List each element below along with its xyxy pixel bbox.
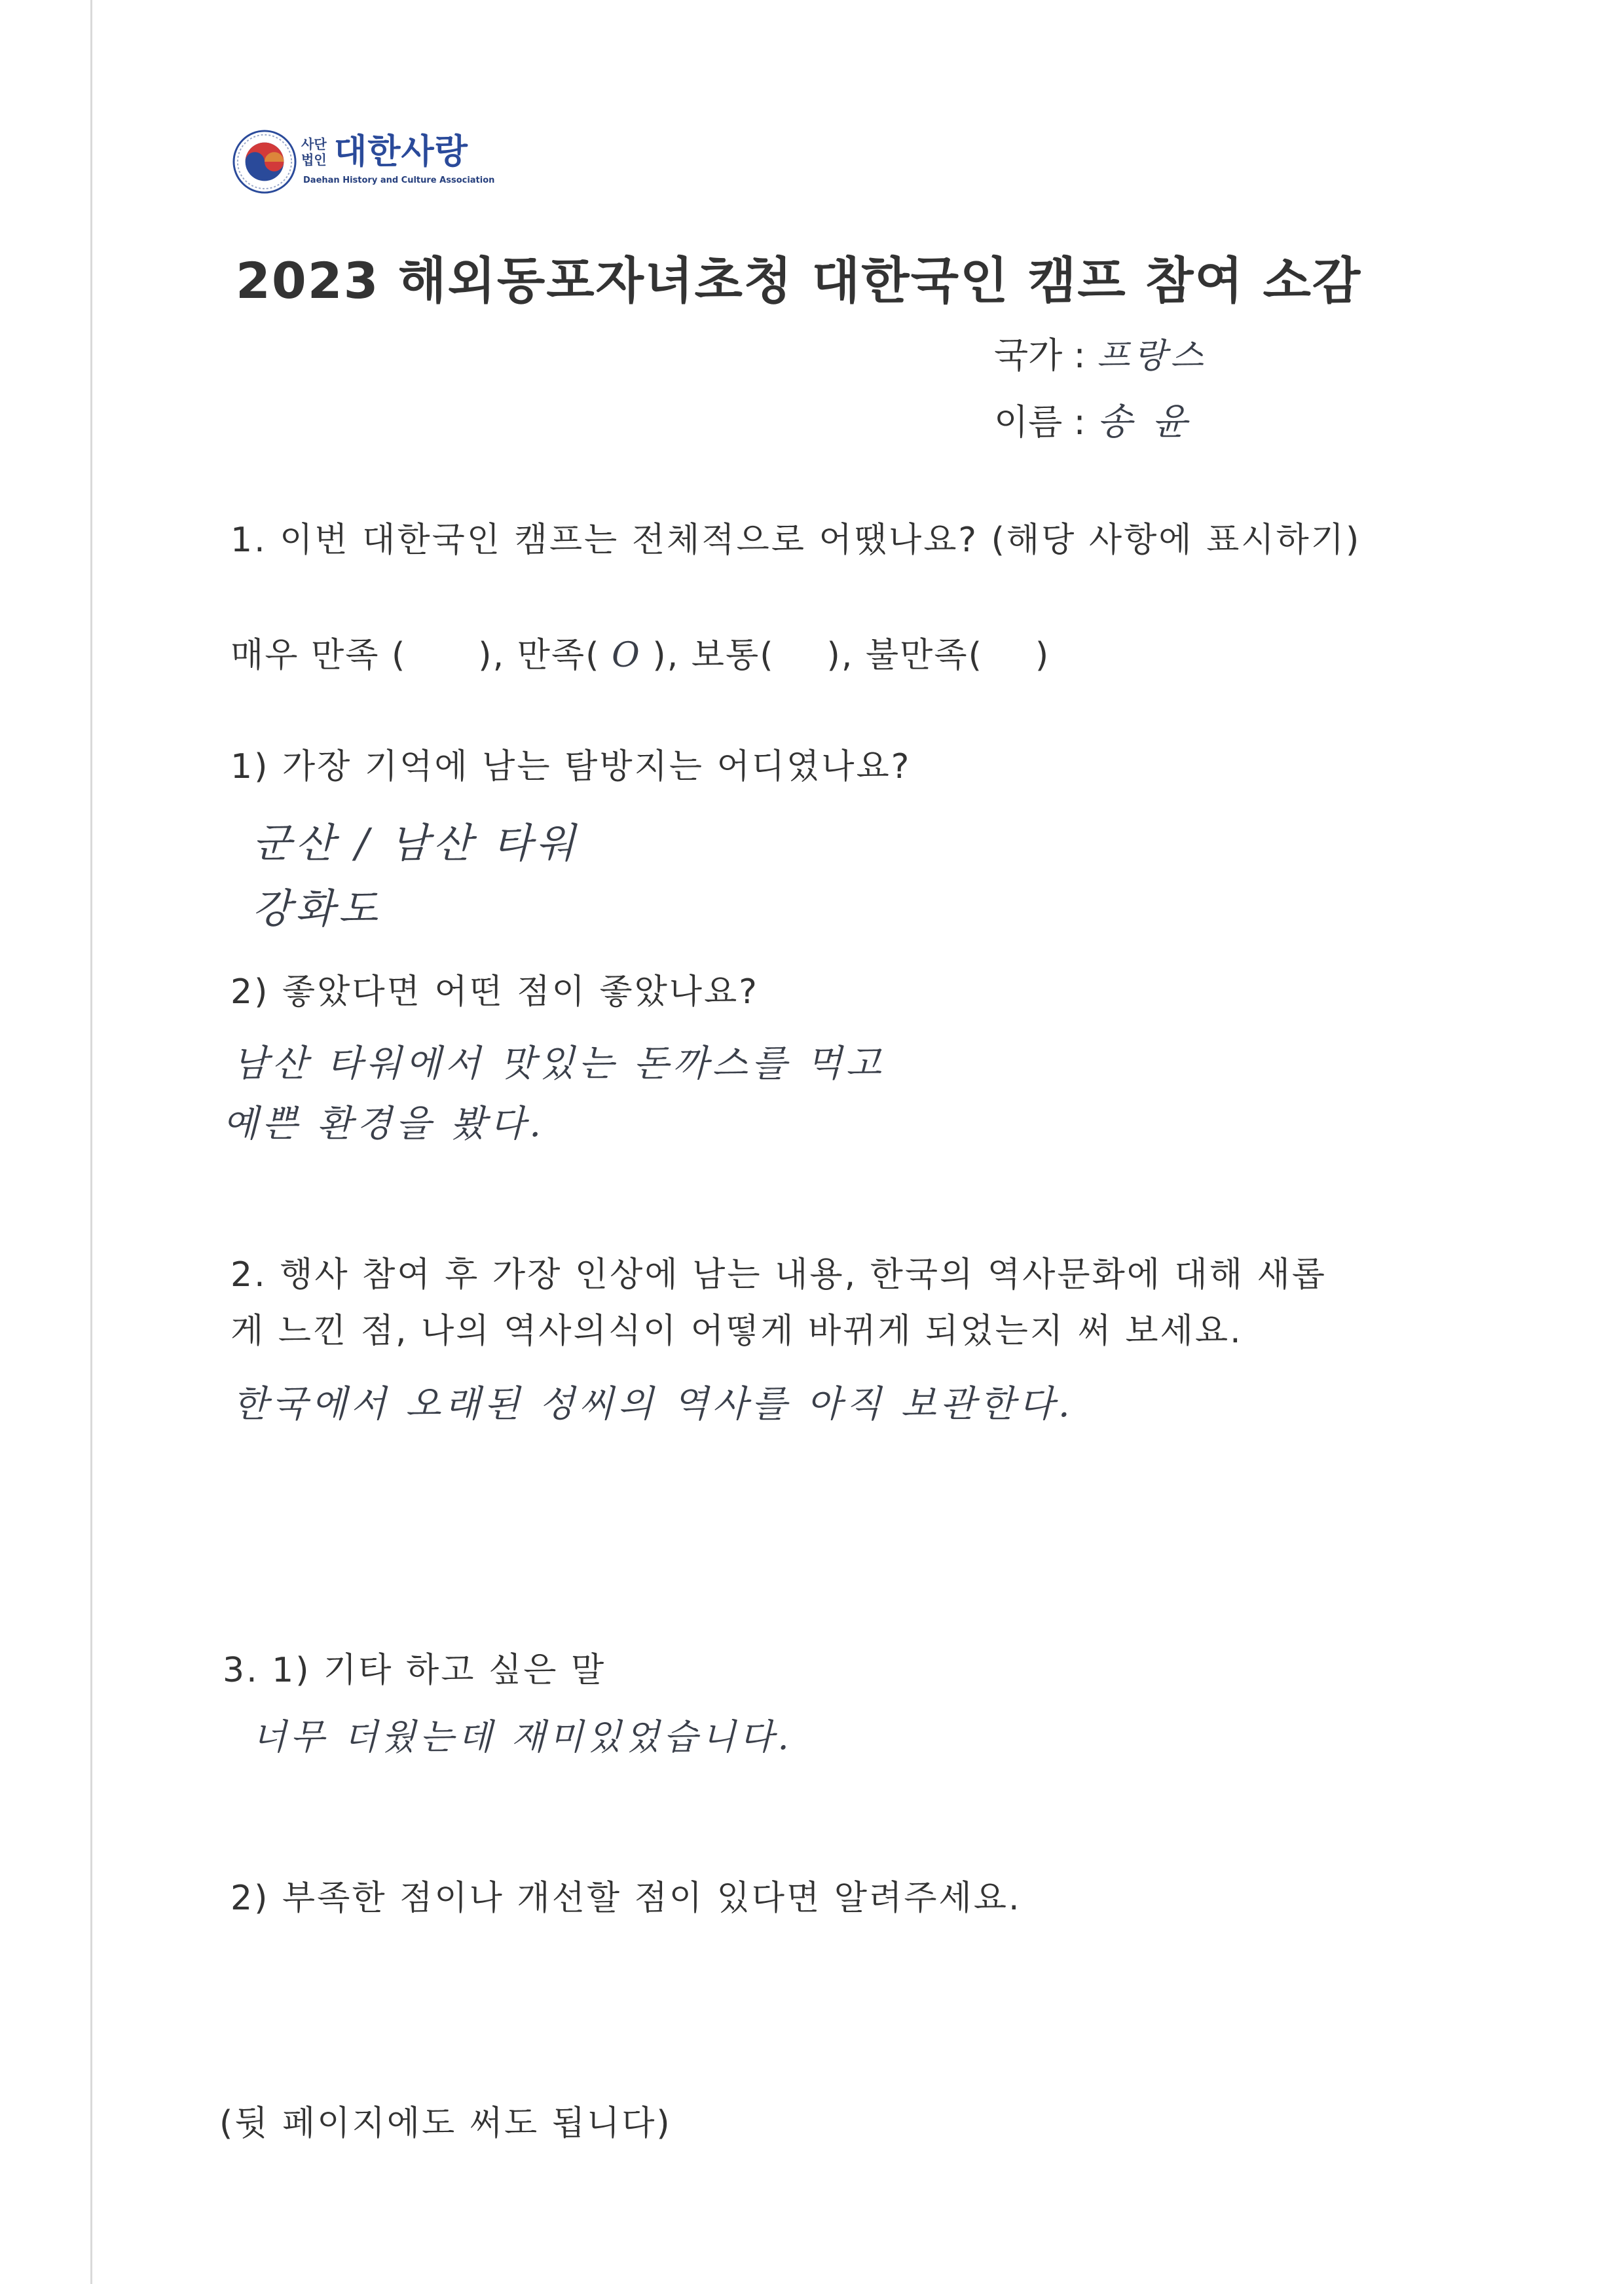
country-label: 국가 : <box>994 335 1086 376</box>
q3-sub2-question: 2) 부족한 점이나 개선할 점이 있다면 알려주세요. <box>231 1879 1022 1918</box>
q2-question-line2: 게 느낀 점, 나의 역사의식이 어떻게 바뀌게 되었는지 써 보세요. <box>231 1312 1243 1351</box>
q3-sub1-question: 3. 1) 기타 하고 싶은 말 <box>223 1651 606 1690</box>
q1-sub2-answer-line2: 예쁜 환경을 봤다. <box>223 1103 545 1145</box>
q1-sub1-answer-line2: 강화도 <box>252 885 382 932</box>
q1-sub2-question: 2) 좋았다면 어떤 점이 좋았나요? <box>231 972 759 1012</box>
option-very-satisfied: 매우 만족 ( ), <box>231 636 506 675</box>
logo-small-text: 사단법인 <box>301 136 327 168</box>
satisfied-mark: O <box>612 636 641 675</box>
q1-question: 1. 이번 대한국인 캠프는 전체적으로 어땠나요? (해당 사항에 표시하기) <box>231 521 1361 560</box>
organization-logo <box>232 130 495 195</box>
q1-options <box>231 627 1050 676</box>
country-value: 프랑스 <box>1096 337 1208 376</box>
option-dissatisfied: 불만족( ) <box>865 636 1050 675</box>
q3-sub1-answer: 너무 더웠는데 재미있었습니다. <box>252 1716 793 1758</box>
logo-english-text: Daehan History and Culture Association <box>303 175 495 185</box>
q2-question-line1: 2. 행사 참여 후 가장 인상에 남는 내용, 한국의 역사문화에 대해 새롭 <box>231 1255 1327 1295</box>
page-title: 2023 해외동포자녀초청 대한국인 캠프 참여 소감 <box>236 251 1362 310</box>
country-field <box>994 327 1208 378</box>
q1-sub2-answer-line1: 남산 타워에서 맛있는 돈까스를 먹고 <box>232 1042 885 1085</box>
option-satisfied: 만족( O ), <box>517 636 680 675</box>
q1-sub1-question: 1) 가장 기억에 남는 탐방지는 어디였나요? <box>231 747 912 786</box>
option-normal: 보통( ), <box>691 636 854 675</box>
q2-answer: 한국에서 오래된 성씨의 역사를 아직 보관한다. <box>232 1383 1074 1426</box>
name-label: 이름 : <box>994 401 1086 443</box>
scan-edge <box>90 0 92 2284</box>
logo-main-text: 대한사랑 <box>334 132 468 172</box>
name-value: 송 윤 <box>1096 401 1191 443</box>
taegeuk-emblem-icon <box>232 130 297 194</box>
q1-sub1-answer-line1: 군산 / 남산 타워 <box>252 819 580 867</box>
name-field <box>994 393 1191 445</box>
footer-note: (뒷 페이지에도 써도 됩니다) <box>219 2104 672 2143</box>
